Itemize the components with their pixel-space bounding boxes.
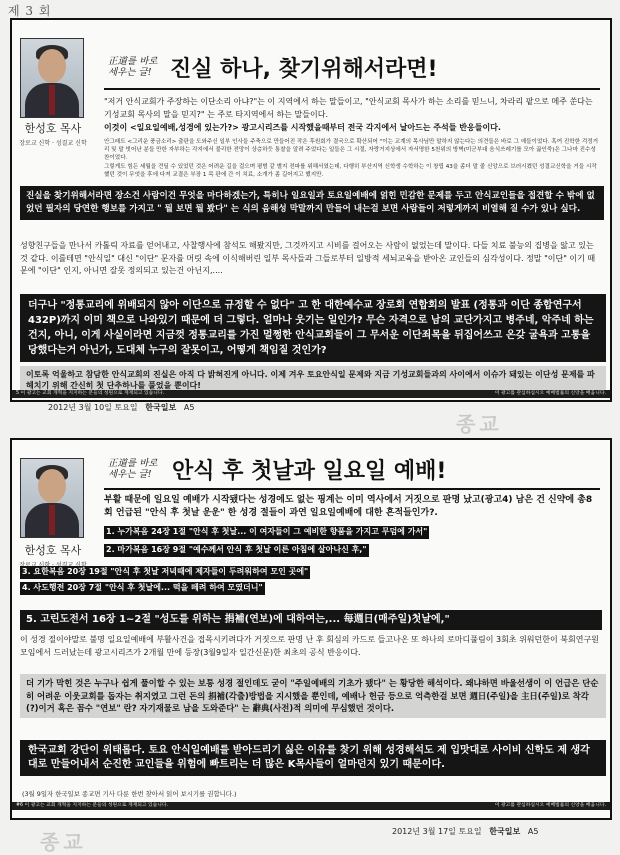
advertisement-2 xyxy=(10,438,612,820)
reaction-paragraph: 이것이 <일요일예배,성경에 있는가?> 광고시리즈를 시작했을때부터 전국 각지에서 날아드는 주석들 반응들이다. xyxy=(104,123,501,132)
author-title: 장로교 신학 · 성결교 신학 xyxy=(19,140,87,147)
body-paragraph-1: 이 성경 절이야말로 불명 일요일예배에 부활사건을 접목시키려다가 거짓으로 판명 난 후 회심의 카드로 들고나온 또 하나의 로마디풀림이 3회초 위워던한이 북회연구원 모임에서 드러났는데 광고시리즈가 2개월 만에 등장(3월9일자 일간신문)한 최초의 공식 반응이다. xyxy=(20,635,599,657)
footer-right-text: 이 광고를 관심하십시오 예배법률의 신앙을 배웁니다. xyxy=(494,391,606,396)
ad-number: 5 xyxy=(16,391,20,396)
author-name: 한성호 목사 xyxy=(24,544,82,557)
publication-date: 2012년 3월 17일 토요일 xyxy=(392,827,482,836)
intro-paragraph: "저거 안식교회가 주장하는 이단소리 아냐?"는 이 지역에서 하는 말들이고, "안식교회 목사가 하는 소리를 믿느니, 차라리 팥으로 메주 쑨다는 기성교회 목사의 말을 믿지?" 는 주로 타지역에서 하는 말들이다. xyxy=(104,97,593,119)
author-block xyxy=(18,120,88,147)
small-text-1: 안그래도 <그리운 풍금소리> 출판을 도와주신 일부 인사들 주축으로 만들어진 작은 후원회가 결국으로 확산되어 "이는 교계의 목사님만 말하지 않는다는 의견들은 바로 그 예들이었다. 혹여 진학한 걱정거리 및 말 빗어난 분들 만한 자부하는 각지에서 불리한 전망이 상층하듯 통찰을 알려 주었다는 일들은 그 시절, 자랑거지상에서 자서명한 5천위의 방벽(미군부대 음식쓰레기를 모아 끓인죽)은 그나마 진수성찬이었다. xyxy=(104,139,599,162)
section-stamp: 종교 xyxy=(40,830,87,854)
verse-item-3: 3. 요한복음 20장 19절 "안식 후 첫날 저녁때에 제자들이 두려워하여 모인 곳에" xyxy=(20,566,600,579)
advertisement-1 xyxy=(10,18,612,402)
footer-right-text: 이 광고를 관심하십시오 예배법률의 신앙을 배웁니다. xyxy=(494,803,606,808)
conclusion-block: 이토록 억울하고 참담한 안식교회의 진실은 아직 다 밝혀진게 아니다. 이제 겨우 토요안식일 문제와 지금 기성교회들과의 사이에서 이슈가 돼있는 이단성 문제를 파헤치기 위해 간신히 첫 단추하나를 풀었을 뿐이다! xyxy=(20,366,606,394)
ad-footer xyxy=(12,802,610,810)
ad-number: #6 xyxy=(16,803,24,808)
headline: 진실 하나, 찾기위해서라면! xyxy=(170,57,438,82)
headline: 안식 후 첫날과 일요일 예배! xyxy=(172,459,447,484)
page-label: A5 xyxy=(183,403,195,412)
newspaper-name: 한국일보 xyxy=(489,827,521,836)
section-stamp: 종교 xyxy=(456,412,503,436)
author-name: 한성호 목사 xyxy=(24,122,82,135)
publication-date: 2012년 3월 10일 토요일 xyxy=(48,403,138,412)
tagline: 正道를 바로 세우는 글! xyxy=(108,56,158,78)
page-label: A5 xyxy=(527,827,539,836)
highlight-block-1: 진실을 찾기위해서라면 장소건 사람이건 무엇을 마다하겠는가, 특히나 일요일과 토요일예배에 얽힌 민감한 문제를 두고 안식교인들을 접견할 수 밖에 없었던 필자의 당연한 행보를 가지고 " 뭘 보면 뭘 봤다" 는 식의 음해성 막말까지 만들어 내는걸 보면 사람들이 저렇게까지 비열해 질 수가 있나 싶다. xyxy=(20,186,604,220)
publication-line-2 xyxy=(392,826,538,837)
reference-note: (3월 9일자 한국일보 종교면 기사 다룬 한번 찾아서 읽어 보시기를 권합니다.) xyxy=(22,790,237,798)
newspaper-name: 한국일보 xyxy=(145,403,177,412)
verse-item-5: 5. 고린도전서 16장 1~2절 "성도를 위하는 捐補(연보)에 대하여는,... 每週日(매주일)첫날에," xyxy=(20,610,602,630)
interpretation-block: 더 기가 막힌 것은 누구나 쉽게 풀이할 수 있는 보통 성경 절인데도 굳이 "주일예배의 기초가 됐다" 는 황당한 해석이다. 왜냐하면 바울선생이 이 언급은 단순히 어려운 이웃교회를 돕자는 취지였고 그런 돈의 捐補(각출)방법을 지시했을 뿐인데, 예배나 헌금 등으로 억측한걸 보면 週日(주일)을 主日(주일)로 착각(?)이거 혹은 꼼수 "연보" 란? 자기재물로 남을 도와준다" 는 辭典(사전)적 의미에 무심했던 것이다. xyxy=(20,674,606,718)
highlight-block-2: 더구나 "정통교리에 위배되지 않아 이단으로 규정할 수 없다" 고 한 대한예수교 장로회 연합회의 발표 (정통과 이단 종합연구서 432P)까지 이미 책으로 나와있기 때문에 더 그렇다. 얼마나 웃기는 일인가? 무슨 자격으로 남의 교단가지고 병주네, 악주네 하는건지, 아니, 이게 사실이라면 지금껏 정통교리를 가진 멀쩡한 안식교회들이 그 무서운 이단죄목을 뒤집어쓰고 온갖 굴욕과 고통을 당했다는거 아닌가, 도대체 누구의 잘못이고, 어떻게 책임질 것인가? xyxy=(20,294,606,362)
publication-line-1 xyxy=(48,402,194,413)
footer-left-text: 이 광고는 교회 개혁을 지지하는 분들의 성원으로 게재되고 있습니다. xyxy=(24,803,169,808)
author-block xyxy=(18,542,88,569)
small-text-2: 그렇게도 힘든 세월을 견딜 수 있었던 것은 어려운 길을 걸으며 평범 같 별지 전파를 위해서였는데, 다행히 부산지역 신학생 수학하는 이 창립 43을 좀더 말 줄 신앙으로 브러시켰던 성결교신학을 거들 시작했던 것이 무엇을 후에 다져 교결은 부장 1 목 판에 간 이 치료, 소개가 좀 길어지고 했지만. xyxy=(104,164,597,179)
tagline: 正道를 바로 세우는 글! xyxy=(108,458,158,480)
author-photo xyxy=(20,38,84,118)
lead-paragraph: 부활 때문에 일요일 예배가 시작됐다는 성경에도 없는 핑계는 이미 역사에서 거짓으로 판명 났고(광고4) 남은 건 신약에 총8회 언급된 "안식 후 첫날 운운" 한 성경 절들이 과연 일요일예배에 대한 흔적들인가?. xyxy=(104,495,593,518)
page-number: 제 3 회 xyxy=(8,4,52,18)
verse-item-4: 4. 사도행전 20장 7절 "안식 후 첫날에... 떡을 떼려 하여 모였더니" xyxy=(20,582,600,595)
ad-footer xyxy=(12,390,610,398)
verse-item-2: 2. 마가복음 16장 9절 "예수께서 안식 후 첫날 이른 아침에 살아나신 후," xyxy=(104,544,600,557)
body-paragraph-3: 성향친구들을 만나서 카톨릭 자료를 얻어내고, 사찰행사에 참석도 해봤지만, 그것까지고 시비를 걸어오는 사람이 없었는데 말이다. 다들 치료 불능의 집병을 앓고 있는것 같다. 이를테면 "안식일" 대신 "이단" 문자를 머릿 속에 이식해버린 일부 목사들과 그들로부터 일방적 세뇌교육을 받아온 교인들의 심각성이다. 정말 "이단" 이기 때문에 "이단" 인지, 아니면 잘못 정의되고 있는건 아닌지,.... xyxy=(20,241,596,275)
headline-rule xyxy=(104,88,600,90)
author-photo xyxy=(20,458,84,538)
verse-item-1: 1. 누가복음 24장 1절 "안식 후 첫날... 이 여자들이 그 예비한 향품을 가지고 무덤에 가서" xyxy=(104,526,600,539)
footer-left-text: 이 광고는 교회 개혁을 지지하는 분들의 성원으로 게재되고 있습니다. xyxy=(20,391,165,396)
headline-rule xyxy=(104,488,600,490)
warning-block: 한국교회 강단이 위태롭다. 토요 안식일예배를 받아드리기 싫은 이유를 찾기 위해 성경해석도 제 입맛대로 사이비 신학도 제 생각대로 만들어내서 순진한 교인들을 위험에 빠트리는 더 많은 K목사들이 얼마던지 있기 때문이다. xyxy=(20,740,606,776)
